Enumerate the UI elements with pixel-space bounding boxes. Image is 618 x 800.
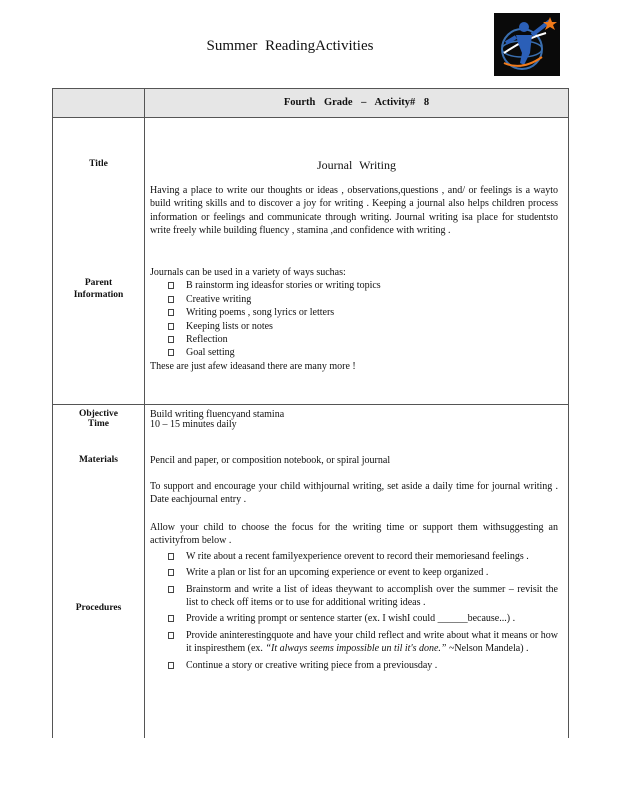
list-item: Continue a story or creative writing piece from a previousday .	[150, 659, 558, 672]
activity-title: Journal Writing	[317, 158, 396, 172]
checkbox-bullet-icon	[168, 553, 174, 560]
time-label: Time	[88, 419, 109, 429]
section-procedures	[53, 405, 569, 739]
checkbox-bullet-icon	[168, 323, 174, 330]
list-item: Brainstorm and write a list of ideas theywant to accomplish over the summer – revisit the list to check off items or to use for additional writing ideas .	[150, 583, 558, 610]
grade-row	[53, 89, 569, 118]
page-title: Summer ReadingActivities	[206, 38, 374, 54]
quote-author: ~Nelson Mandela) .	[448, 643, 529, 655]
parent-info-paragraph: Having a place to write our thoughts or ideas , observations,questions , and/ or feelings is a wayto build writing skills and to discover a joy for writing . Keeping a journal also helps children process information or feelings and communicate through writing. Journal writing isa place for studentsto write freely while building fluency , stamina ,and confidence with writing .	[150, 185, 558, 237]
section-overview	[53, 118, 569, 405]
checkbox-bullet-icon	[168, 615, 174, 622]
checkbox-bullet-icon	[168, 309, 174, 316]
checkbox-bullet-icon	[168, 282, 174, 289]
list-item: W rite about a recent familyexperience orevent to record their memoriesand feelings .	[150, 550, 558, 563]
list-item: Provide aninterestingquote and have your child reflect and write about what it means or how it inspiresthem (ex. “It always seems impossible un til it's done.” ~Nelson Mandela) .	[150, 629, 558, 656]
quote-text: “It always seems impossible un til it's done.”	[265, 643, 447, 655]
checkbox-bullet-icon	[168, 569, 174, 576]
list-item: Provide a writing prompt or sentence starter (ex. I wishI could ______because...) .	[150, 612, 558, 625]
parent-info-list-block	[150, 266, 558, 373]
journal-uses-intro: Journals can be used in a variety of ways suchas:	[150, 267, 346, 278]
journal-uses-list	[150, 279, 558, 359]
procedures-paragraph-1: To support and encourage your child withjournal writing, set aside a daily time for journal writing . Date eachjournal entry .	[150, 481, 558, 506]
parent-info-label: Parent Information	[73, 278, 124, 300]
list-item: Reflection	[150, 333, 558, 346]
title-label: Title	[89, 159, 108, 169]
checkbox-bullet-icon	[168, 662, 174, 669]
list-item: Goal setting	[150, 346, 558, 359]
list-item: Keeping lists or notes	[150, 320, 558, 333]
checkbox-bullet-icon	[168, 632, 174, 639]
objective-value: Build writing fluencyand stamina	[150, 409, 285, 420]
journal-uses-closing: These are just afew ideasand there are many more !	[150, 360, 356, 372]
activity-table	[52, 88, 569, 738]
list-item: B rainstorm ing ideasfor stories or writing topics	[150, 279, 558, 292]
figure-logo	[494, 13, 560, 76]
grade-activity-heading: Fourth Grade – Activity# 8	[283, 97, 430, 108]
objective-label: Objective	[78, 409, 119, 419]
materials-value: Pencil and paper, or composition notebook, or spiral journal	[150, 455, 391, 466]
list-item: Writing poems , song lyrics or letters	[150, 306, 558, 319]
list-item: Write a plan or list for an upcoming experience or event to keep organized .	[150, 566, 558, 579]
checkbox-bullet-icon	[168, 296, 174, 303]
checkbox-bullet-icon	[168, 349, 174, 356]
procedures-paragraph-2: Allow your child to choose the focus for the writing time or support them withsuggesting an activityfrom below .	[150, 522, 558, 547]
checkbox-bullet-icon	[168, 336, 174, 343]
time-value: 10 – 15 minutes daily	[150, 419, 237, 430]
materials-label: Materials	[78, 455, 119, 465]
procedures-label: Procedures	[75, 603, 122, 613]
procedures-list-block	[150, 521, 558, 672]
checkbox-bullet-icon	[168, 586, 174, 593]
procedures-activity-list	[150, 550, 558, 672]
list-item: Creative writing	[150, 293, 558, 306]
